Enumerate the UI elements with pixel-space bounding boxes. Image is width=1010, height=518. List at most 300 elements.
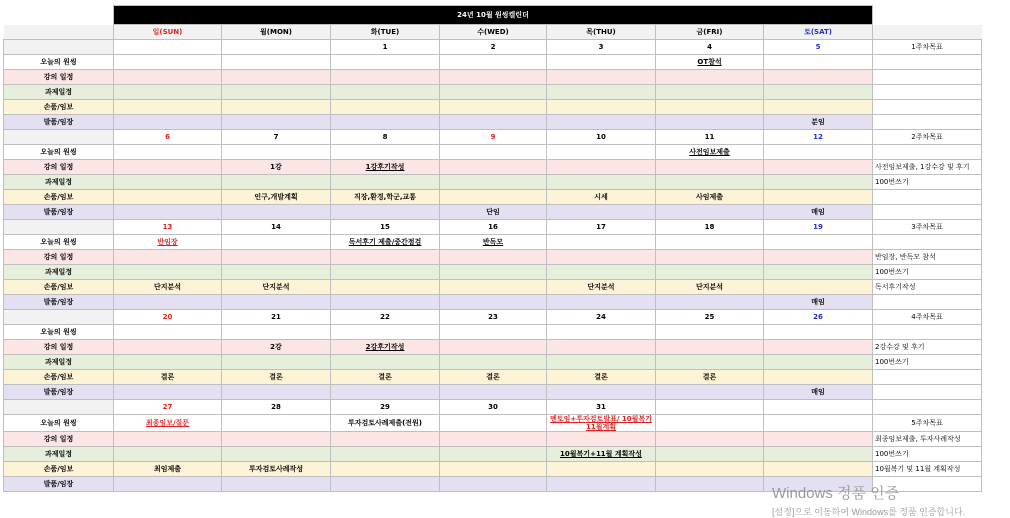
week-note[interactable]	[873, 325, 982, 340]
schedule-cell[interactable]	[764, 415, 873, 432]
schedule-cell[interactable]	[656, 447, 764, 462]
schedule-cell[interactable]	[222, 250, 331, 265]
schedule-cell[interactable]	[656, 477, 764, 492]
schedule-cell[interactable]	[440, 115, 547, 130]
schedule-cell[interactable]	[222, 477, 331, 492]
schedule-cell[interactable]	[764, 145, 873, 160]
schedule-cell[interactable]	[331, 175, 440, 190]
schedule-cell[interactable]	[222, 85, 331, 100]
row-label: 강의 일정	[4, 250, 114, 265]
schedule-cell[interactable]	[222, 145, 331, 160]
schedule-cell[interactable]	[331, 115, 440, 130]
row-label: 과제일정	[4, 447, 114, 462]
schedule-cell[interactable]	[440, 447, 547, 462]
schedule-cell[interactable]	[114, 340, 222, 355]
date-cell[interactable]: 11	[656, 130, 764, 145]
schedule-cell[interactable]	[331, 432, 440, 447]
schedule-cell[interactable]	[547, 55, 656, 70]
day-header-0[interactable]: 일(SUN)	[114, 25, 222, 40]
day-header-2[interactable]: 화(TUE)	[331, 25, 440, 40]
date-cell[interactable]: 28	[222, 400, 331, 415]
schedule-cell[interactable]	[656, 70, 764, 85]
date-cell[interactable]: 14	[222, 220, 331, 235]
schedule-cell[interactable]	[222, 235, 331, 250]
schedule-cell[interactable]	[547, 85, 656, 100]
date-cell[interactable]: 21	[222, 310, 331, 325]
schedule-cell[interactable]	[440, 462, 547, 477]
date-cell[interactable]: 26	[764, 310, 873, 325]
schedule-cell[interactable]	[764, 355, 873, 370]
activity-row	[4, 70, 982, 85]
schedule-cell[interactable]	[547, 477, 656, 492]
schedule-cell[interactable]	[440, 355, 547, 370]
schedule-cell[interactable]: 2강	[222, 340, 331, 355]
week-note[interactable]: 10월복기 및 11월 계획작성	[873, 462, 982, 477]
week-5-date-row	[4, 400, 982, 415]
schedule-cell[interactable]	[547, 70, 656, 85]
schedule-cell[interactable]	[764, 235, 873, 250]
schedule-cell[interactable]: 단지분석	[222, 280, 331, 295]
schedule-cell[interactable]: 멘토임+투자검토발표/ 10월복기 11월계획	[547, 415, 656, 432]
schedule-cell[interactable]: 결론	[114, 370, 222, 385]
schedule-cell[interactable]	[114, 295, 222, 310]
schedule-cell[interactable]	[656, 250, 764, 265]
schedule-cell[interactable]	[440, 190, 547, 205]
schedule-cell[interactable]	[440, 477, 547, 492]
row-label: 오늘의 원씽	[4, 325, 114, 340]
schedule-cell[interactable]	[764, 250, 873, 265]
schedule-cell[interactable]	[656, 325, 764, 340]
schedule-cell[interactable]	[764, 370, 873, 385]
schedule-cell[interactable]: 1강후기작성	[331, 160, 440, 175]
schedule-cell[interactable]	[114, 175, 222, 190]
schedule-cell[interactable]	[222, 385, 331, 400]
schedule-cell[interactable]: 2강후기작성	[331, 340, 440, 355]
week-goal[interactable]: 3주차목표	[873, 220, 982, 235]
row-label: 손품/임보	[4, 370, 114, 385]
schedule-cell[interactable]: 투자검토사례작성	[222, 462, 331, 477]
schedule-cell[interactable]	[331, 85, 440, 100]
schedule-cell[interactable]	[114, 55, 222, 70]
date-cell[interactable]: 2	[440, 40, 547, 55]
date-cell[interactable]: 24	[547, 310, 656, 325]
week-1-date-label	[4, 40, 114, 55]
date-cell[interactable]: 23	[440, 310, 547, 325]
row-label: 손품/임보	[4, 190, 114, 205]
week-2-date-row	[4, 130, 982, 145]
date-cell[interactable]: 27	[114, 400, 222, 415]
date-cell[interactable]: 1	[331, 40, 440, 55]
activity-row	[4, 385, 982, 400]
schedule-cell[interactable]	[114, 85, 222, 100]
schedule-cell[interactable]	[656, 355, 764, 370]
date-cell[interactable]: 22	[331, 310, 440, 325]
schedule-cell[interactable]: 매임	[764, 295, 873, 310]
date-cell[interactable]: 30	[440, 400, 547, 415]
schedule-cell[interactable]	[547, 205, 656, 220]
schedule-cell[interactable]	[440, 415, 547, 432]
date-cell[interactable]: 15	[331, 220, 440, 235]
week-note[interactable]: 독서후기작성	[873, 280, 982, 295]
schedule-cell[interactable]	[440, 325, 547, 340]
week-note[interactable]	[873, 235, 982, 250]
week-note[interactable]	[873, 70, 982, 85]
week-note[interactable]	[873, 385, 982, 400]
schedule-cell[interactable]	[440, 145, 547, 160]
schedule-cell[interactable]	[222, 355, 331, 370]
schedule-cell[interactable]	[440, 340, 547, 355]
date-cell[interactable]: 16	[440, 220, 547, 235]
schedule-cell[interactable]	[764, 190, 873, 205]
date-cell[interactable]	[222, 40, 331, 55]
schedule-cell[interactable]	[222, 432, 331, 447]
date-cell[interactable]: 7	[222, 130, 331, 145]
week-4-date-row	[4, 310, 982, 325]
schedule-cell[interactable]	[764, 55, 873, 70]
schedule-cell[interactable]	[114, 325, 222, 340]
schedule-cell[interactable]	[440, 385, 547, 400]
activity-row	[4, 295, 982, 310]
date-cell[interactable]: 8	[331, 130, 440, 145]
schedule-cell[interactable]	[114, 432, 222, 447]
schedule-cell[interactable]: 인구,개발계획	[222, 190, 331, 205]
schedule-cell[interactable]	[114, 115, 222, 130]
row-label: 강의 일정	[4, 70, 114, 85]
schedule-cell[interactable]: 분임	[764, 115, 873, 130]
week-note[interactable]	[873, 55, 982, 70]
schedule-cell[interactable]: 단지분석	[114, 280, 222, 295]
watermark-line-2: [설정]으로 이동하여 Windows를 정품 인증합니다.	[772, 507, 966, 517]
schedule-cell[interactable]	[222, 115, 331, 130]
date-cell[interactable]	[764, 400, 873, 415]
activity-row	[4, 235, 982, 250]
schedule-cell[interactable]	[331, 295, 440, 310]
activity-row	[4, 370, 982, 385]
week-2-date-label	[4, 130, 114, 145]
row-label: 손품/임보	[4, 100, 114, 115]
week-note[interactable]	[873, 190, 982, 205]
date-cell[interactable]: 20	[114, 310, 222, 325]
schedule-cell[interactable]	[764, 432, 873, 447]
schedule-cell[interactable]: 독서후기 제출/중간점검	[331, 235, 440, 250]
week-note[interactable]: 100번쓰기	[873, 265, 982, 280]
schedule-cell[interactable]	[764, 340, 873, 355]
row-label: 강의 일정	[4, 340, 114, 355]
activity-row	[4, 160, 982, 175]
schedule-cell[interactable]: 매임	[764, 385, 873, 400]
day-header-6[interactable]: 토(SAT)	[764, 25, 873, 40]
day-header-1[interactable]: 월(MON)	[222, 25, 331, 40]
date-cell[interactable]: 29	[331, 400, 440, 415]
schedule-cell[interactable]: 최종임보/질문	[114, 415, 222, 432]
schedule-cell[interactable]	[331, 145, 440, 160]
day-header-row	[4, 25, 982, 40]
row-label: 손품/임보	[4, 462, 114, 477]
activity-row	[4, 340, 982, 355]
row-label: 발품/임장	[4, 385, 114, 400]
schedule-cell[interactable]	[331, 355, 440, 370]
week-goal[interactable]: 1주차목표	[873, 40, 982, 55]
date-cell[interactable]: 12	[764, 130, 873, 145]
activity-row	[4, 280, 982, 295]
date-cell[interactable]: 4	[656, 40, 764, 55]
schedule-cell[interactable]	[656, 295, 764, 310]
schedule-cell[interactable]	[547, 100, 656, 115]
schedule-cell[interactable]: 결론	[547, 370, 656, 385]
schedule-cell[interactable]: 10월복기+11월 계획작성	[547, 447, 656, 462]
schedule-cell[interactable]	[547, 325, 656, 340]
schedule-cell[interactable]	[222, 55, 331, 70]
schedule-cell[interactable]	[656, 100, 764, 115]
week-note[interactable]	[873, 205, 982, 220]
schedule-cell[interactable]	[222, 447, 331, 462]
schedule-cell[interactable]	[440, 100, 547, 115]
schedule-cell[interactable]: 반독모	[440, 235, 547, 250]
schedule-cell[interactable]	[114, 205, 222, 220]
activity-row	[4, 145, 982, 160]
week-goal-blank[interactable]	[873, 400, 982, 415]
week-note[interactable]	[873, 85, 982, 100]
schedule-cell[interactable]: 결론	[222, 370, 331, 385]
schedule-cell[interactable]	[331, 265, 440, 280]
week-4-date-label	[4, 310, 114, 325]
schedule-cell[interactable]: 매임	[764, 205, 873, 220]
schedule-cell[interactable]	[656, 235, 764, 250]
schedule-cell[interactable]	[656, 340, 764, 355]
date-cell[interactable]: 25	[656, 310, 764, 325]
schedule-cell[interactable]: OT참석	[656, 55, 764, 70]
schedule-cell[interactable]	[656, 462, 764, 477]
schedule-cell[interactable]	[222, 325, 331, 340]
schedule-cell[interactable]	[764, 100, 873, 115]
week-note[interactable]: 2강수강 및 후기	[873, 340, 982, 355]
week-3-date-row	[4, 220, 982, 235]
activity-row	[4, 190, 982, 205]
schedule-cell[interactable]	[547, 385, 656, 400]
schedule-cell[interactable]	[114, 447, 222, 462]
schedule-cell[interactable]	[656, 385, 764, 400]
schedule-cell[interactable]	[222, 205, 331, 220]
schedule-cell[interactable]	[547, 145, 656, 160]
day-header-3[interactable]: 수(WED)	[440, 25, 547, 40]
schedule-cell[interactable]	[656, 115, 764, 130]
schedule-cell[interactable]	[764, 462, 873, 477]
date-cell[interactable]	[114, 40, 222, 55]
week-note[interactable]	[873, 370, 982, 385]
week-note[interactable]	[873, 100, 982, 115]
schedule-cell[interactable]	[114, 250, 222, 265]
schedule-cell[interactable]: 사전임보제출	[656, 145, 764, 160]
activity-row	[4, 432, 982, 447]
schedule-cell[interactable]	[764, 175, 873, 190]
schedule-cell[interactable]	[547, 355, 656, 370]
date-cell[interactable]: 17	[547, 220, 656, 235]
schedule-cell[interactable]: 단임	[440, 205, 547, 220]
schedule-cell[interactable]	[547, 235, 656, 250]
schedule-cell[interactable]	[547, 160, 656, 175]
schedule-cell[interactable]	[547, 265, 656, 280]
row-label: 과제일정	[4, 355, 114, 370]
schedule-cell[interactable]	[547, 295, 656, 310]
schedule-cell[interactable]	[440, 280, 547, 295]
schedule-cell[interactable]	[331, 100, 440, 115]
schedule-cell[interactable]	[764, 265, 873, 280]
schedule-cell[interactable]	[114, 100, 222, 115]
schedule-cell[interactable]	[764, 447, 873, 462]
schedule-cell[interactable]	[331, 205, 440, 220]
calendar-body	[4, 6, 982, 492]
schedule-cell[interactable]: 최임제출	[114, 462, 222, 477]
week-goal[interactable]: 5주차목표	[873, 415, 982, 432]
schedule-cell[interactable]	[547, 432, 656, 447]
schedule-cell[interactable]	[764, 325, 873, 340]
schedule-cell[interactable]	[222, 175, 331, 190]
schedule-cell[interactable]	[656, 175, 764, 190]
week-note[interactable]: 사전임보제출, 1강수강 및 후기	[873, 160, 982, 175]
week-note[interactable]	[873, 115, 982, 130]
schedule-cell[interactable]	[440, 175, 547, 190]
week-note[interactable]	[873, 295, 982, 310]
activity-row	[4, 325, 982, 340]
schedule-cell[interactable]: 시세	[547, 190, 656, 205]
schedule-cell[interactable]	[114, 355, 222, 370]
schedule-cell[interactable]	[331, 385, 440, 400]
schedule-cell[interactable]	[331, 462, 440, 477]
date-cell[interactable]: 13	[114, 220, 222, 235]
row-label: 발품/임장	[4, 115, 114, 130]
week-note[interactable]: 반임장, 반독모 참석	[873, 250, 982, 265]
schedule-cell[interactable]	[764, 85, 873, 100]
schedule-cell[interactable]	[440, 265, 547, 280]
schedule-cell[interactable]	[440, 432, 547, 447]
schedule-cell[interactable]: 단지분석	[547, 280, 656, 295]
schedule-cell[interactable]	[114, 477, 222, 492]
row-label: 손품/임보	[4, 280, 114, 295]
calendar-title: 24년 10월 원씽캘린더	[114, 6, 873, 25]
schedule-cell[interactable]	[656, 160, 764, 175]
activity-row	[4, 250, 982, 265]
schedule-cell[interactable]	[547, 462, 656, 477]
week-note[interactable]	[873, 145, 982, 160]
schedule-cell[interactable]: 단지분석	[656, 280, 764, 295]
schedule-cell[interactable]	[547, 115, 656, 130]
schedule-cell[interactable]	[656, 205, 764, 220]
week-note[interactable]: 최종임보제출, 투자사례작성	[873, 432, 982, 447]
schedule-cell[interactable]	[764, 160, 873, 175]
schedule-cell[interactable]	[331, 250, 440, 265]
row-label: 발품/임장	[4, 205, 114, 220]
schedule-cell[interactable]	[764, 280, 873, 295]
row-label: 발품/임장	[4, 295, 114, 310]
schedule-cell[interactable]	[440, 160, 547, 175]
row-label: 강의 일정	[4, 432, 114, 447]
date-cell[interactable]: 10	[547, 130, 656, 145]
activity-row	[4, 85, 982, 100]
schedule-cell[interactable]	[114, 385, 222, 400]
activity-row	[4, 265, 982, 280]
schedule-cell[interactable]	[114, 70, 222, 85]
schedule-cell[interactable]	[331, 477, 440, 492]
week-note[interactable]: 100번쓰기	[873, 355, 982, 370]
schedule-cell[interactable]	[440, 250, 547, 265]
activity-row	[4, 100, 982, 115]
schedule-cell[interactable]	[656, 432, 764, 447]
schedule-cell[interactable]	[114, 160, 222, 175]
schedule-cell[interactable]	[440, 55, 547, 70]
schedule-cell[interactable]: 1강	[222, 160, 331, 175]
activity-row	[4, 205, 982, 220]
schedule-cell[interactable]	[114, 265, 222, 280]
schedule-cell[interactable]	[331, 447, 440, 462]
date-cell[interactable]: 3	[547, 40, 656, 55]
schedule-cell[interactable]	[331, 280, 440, 295]
schedule-cell[interactable]: 반임장	[114, 235, 222, 250]
week-note[interactable]: 100번쓰기	[873, 175, 982, 190]
activity-row	[4, 175, 982, 190]
schedule-cell[interactable]	[331, 70, 440, 85]
schedule-cell[interactable]	[547, 250, 656, 265]
schedule-cell[interactable]: 결론	[331, 370, 440, 385]
week-goal[interactable]: 4주차목표	[873, 310, 982, 325]
schedule-cell[interactable]	[222, 295, 331, 310]
schedule-cell[interactable]: 투자검토사례제출(전원)	[331, 415, 440, 432]
date-cell[interactable]: 31	[547, 400, 656, 415]
title-row	[4, 6, 982, 25]
schedule-cell[interactable]	[764, 70, 873, 85]
date-cell[interactable]: 9	[440, 130, 547, 145]
schedule-cell[interactable]: 직장,환경,학군,교통	[331, 190, 440, 205]
schedule-cell[interactable]	[222, 100, 331, 115]
schedule-cell[interactable]	[114, 145, 222, 160]
schedule-cell[interactable]	[114, 190, 222, 205]
schedule-cell[interactable]	[656, 265, 764, 280]
schedule-cell[interactable]: 사임제출	[656, 190, 764, 205]
date-cell[interactable]: 19	[764, 220, 873, 235]
activity-row	[4, 462, 982, 477]
schedule-cell[interactable]	[656, 85, 764, 100]
date-cell[interactable]: 5	[764, 40, 873, 55]
row-label: 오늘의 원씽	[4, 55, 114, 70]
date-cell[interactable]: 6	[114, 130, 222, 145]
schedule-cell[interactable]: 결론	[440, 370, 547, 385]
schedule-cell[interactable]	[656, 415, 764, 432]
day-header-5[interactable]: 금(FRI)	[656, 25, 764, 40]
date-cell[interactable]: 18	[656, 220, 764, 235]
week-1-date-row	[4, 40, 982, 55]
week-goal[interactable]: 2주차목표	[873, 130, 982, 145]
day-header-gap	[873, 25, 982, 40]
activity-row	[4, 355, 982, 370]
schedule-cell[interactable]	[440, 70, 547, 85]
schedule-cell[interactable]	[331, 325, 440, 340]
schedule-cell[interactable]	[222, 415, 331, 432]
schedule-cell[interactable]	[222, 70, 331, 85]
schedule-cell[interactable]: 결론	[656, 370, 764, 385]
schedule-cell[interactable]	[222, 265, 331, 280]
schedule-cell[interactable]	[547, 175, 656, 190]
schedule-cell[interactable]	[547, 340, 656, 355]
date-cell[interactable]	[656, 400, 764, 415]
activity-row	[4, 55, 982, 70]
schedule-cell[interactable]	[440, 85, 547, 100]
week-note[interactable]: 100번쓰기	[873, 447, 982, 462]
schedule-cell[interactable]	[440, 295, 547, 310]
schedule-cell[interactable]	[331, 55, 440, 70]
watermark-line-1: Windows 정품 인증	[772, 485, 900, 502]
week-5-date-label	[4, 400, 114, 415]
day-header-4[interactable]: 목(THU)	[547, 25, 656, 40]
row-label: 강의 일정	[4, 160, 114, 175]
